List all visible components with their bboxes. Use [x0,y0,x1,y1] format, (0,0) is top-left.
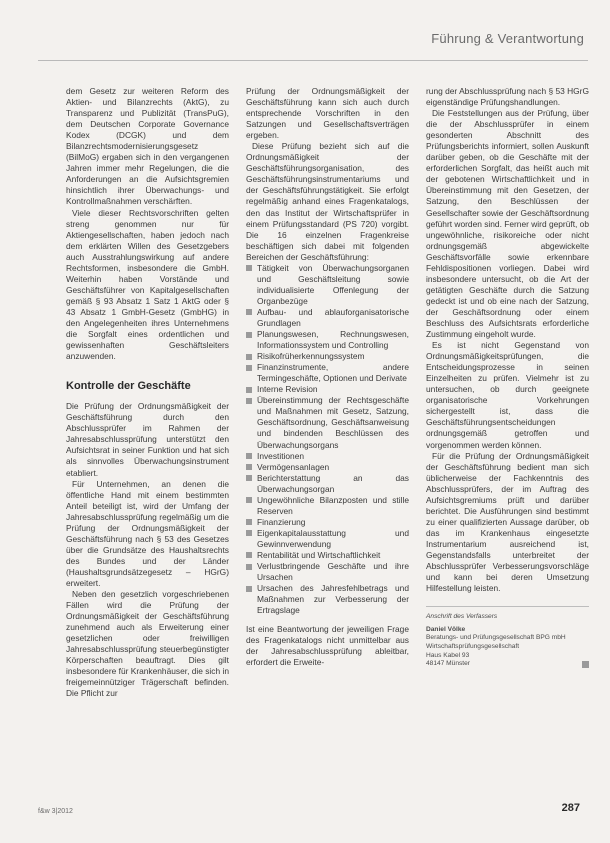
list-item: Investitionen [246,451,409,462]
list-item: Ursachen des Jahresfehlbetrags und Maßnahmen zur Verbesserung der Ertragslage [246,583,409,616]
paragraph: Die Feststellungen aus der Prüfung, über die der Abschlussprüfer in einem gesonderten Abschnitt des Prüfungsberichts informiert, sollen Auskunft darüber geben, ob die Geschäfte mit der erforderlichen Sorgfalt, das heißt auch mit der gebotenen Wirtschaftlichkeit und in Übereinstimmung mit den Gesetzen, der Satzung, den Beschlüssen der Gesellschafter sowie der Geschäftsordnung geführt worden sind. Ferner wird geprüft, ob ungewöhnliche, risikoreiche oder nicht ordnungsgemäß abgewickelte Geschäftsvorfälle sowie erkennbare Fehldispositionen vorliegen. Dabei wird insbesondere untersucht, ob die Art der getätigten Geschäfte durch die Satzung gedeckt ist und ob eine nach der Satzung, der Geschäftsordnung oder einem Beschluss des Aufsichtsrats erforderliche Zustimmung eingeholt wurde. [426,108,589,340]
end-mark-square-icon [582,661,589,668]
paragraph: Für Unternehmen, an denen die öffentliche Hand mit einem bestimmten Anteil beteiligt ist, wird der Umfang der Jahresabschlussprüfung regelmäßig um die Prüfung der Ordnungsmäßigkeit der Geschäftsführung nach § 53 des Gesetzes über die Grundsätze des Haushaltsrechts des Bundes und der Länder (Haushaltsgrundsätzegesetz – HGrG) erweitert. [66,478,229,588]
address-line: Beratungs- und Prüfungsgesellschaft BPG mbH [426,634,566,642]
paragraph: Neben den gesetzlich vorgeschriebenen Fällen wird die Prüfung der Ordnungsmäßigkeit der Geschäftsführung zunehmend auch als Erweiterung einer gesetzlichen oder freiwilligen Jahresabschlussprüfung steuerbegünstigter Körperschaften beauftragt. Dies gilt insbesondere für Krankenhäuser, die sich in freigemeinnütziger Trägerschaft befinden. Die Pflicht zur [66,589,229,699]
list-item: Planungswesen, Rechnungswesen, Informationssystem und Controlling [246,329,409,351]
text-column-2 [246,86,409,668]
list-item: Übereinstimmung der Rechtsgeschäfte und Maßnahmen mit Gesetz, Satzung, Geschäftsordnung, Geschäftsanweisung und bindenden Beschlüssen des Überwachungsorgans [246,395,409,450]
bullet-list [246,263,409,617]
address-line: 48147 Münster [426,660,470,668]
list-item: Vermögensanlagen [246,462,409,473]
paragraph: Prüfung der Ordnungsmäßigkeit der Geschäftsführung kann sich auch durch entsprechende Vorschriften in den Satzungen und Gesellschaftsverträgen ergeben. [246,86,409,141]
address-line: Haus Kabel 93 [426,651,470,659]
section-heading: Kontrolle der Geschäfte [66,380,191,393]
list-item: Finanzierung [246,517,409,528]
paragraph: rung der Abschlussprüfung nach § 53 HGrG eigenständige Prüfungshandlungen. [426,86,589,108]
journal-footer: f&w 3|2012 [38,808,73,815]
list-item: Tätigkeit von Überwachungsorganen und Geschäftsleitung sowie individualisierte Offenlegung der Organbezüge [246,263,409,307]
paragraph: Ist eine Beantwortung der jeweiligen Frage des Fragenkatalogs nicht unmittelbar aus der Jahresabschlussprüfung ableitbar, erfordert die Erweite- [246,624,409,668]
paragraph: Die Prüfung der Ordnungsmäßigkeit der Geschäftsführung durch den Abschlussprüfer im Rahmen der Jahresabschlussprüfung unterstützt den Aufsichtsrat in seiner Funktion und hat sich als sinnvolles Überwachungsinstrument etabliert. [66,401,229,478]
list-item: Rentabilität und Wirtschaftlichkeit [246,550,409,561]
paragraph: dem Gesetz zur weiteren Reform des Aktien- und Bilanzrechts (AktG), zu Transparenz und Publizität (TransPuG), dem Deutschen Corporate Governance Kodex (DCGK) und dem Bilanzrechtsmodernisierungsgesetz (BilMoG) ergaben sich in den vergangenen Jahren immer mehr Regelungen, die die Anforderungen an die Aufsichtsgremien hinsichtlich ihrer Überwachungs- und Kontrollmaßnahmen verschärften. [66,86,229,207]
paragraph: Diese Prüfung bezieht sich auf die Ordnungsmäßigkeit der Geschäftsführungsorganisation, des Geschäftsführungsinstrumentariums und der Geschäftsführungstätigkeit. Sie erfolgt regelmäßig anhand eines Fragenkatalogs, den das Institut der Wirtschaftsprüfer in einem Prüfungsstandard (PS 720) vorgibt. Die 16 einzelnen Fragenkreise beschäftigen sich dabei mit folgenden Bereichen der Geschäftsführung: [246,141,409,262]
section-header-title: Führung & Verantwortung [431,31,584,46]
list-item: Finanzinstrumente, andere Termingeschäfte, Optionen und Derivate [246,362,409,384]
list-item: Verlustbringende Geschäfte und ihre Ursachen [246,561,409,583]
list-item: Risikofrüherkennungssystem [246,351,409,362]
list-item: Interne Revision [246,384,409,395]
page-number: 287 [561,802,580,814]
list-item: Ungewöhnliche Bilanzposten und stille Reserven [246,495,409,517]
paragraph: Es ist nicht Gegenstand von Ordnungsmäßigkeitsprüfungen, die Entscheidungsprozesse in seinen Einzelheiten zu prüfen. Vielmehr ist zu untersuchen, ob durch geeignete organisatorische Vorkehrungen sichergestellt ist, dass die Geschäftsführungsentscheidungen ordnungsgemäß getroffen und vorgenommen werden können. [426,340,589,450]
footnote-divider [426,606,589,607]
list-item: Berichterstattung an das Überwachungsorgan [246,473,409,495]
author-name: Daniel Völke [426,625,466,633]
paragraph: Viele dieser Rechtsvorschriften gelten streng genommen nur für Aktiengesellschaften, haben jedoch nach dem erklärten Willen des Gesetzgebers auch Ausstrahlungswirkung auf andere Rechtsformen, insbesondere die GmbH. Weiterhin haben Vorstände und Geschäftsführer von Kapitalgesellschaften gemäß § 93 Absatz 1 Satz 1 AktG oder § 43 Absatz 1 GmbH-Gesetz (GmbHG) in den Angelegenheiten ihres Unternehmens die Sorgfalt eines ordentlichen und gewissenhaften Geschäftsleiters anzuwenden. [66,207,229,362]
address-line: Wirtschaftsprüfungsgesellschaft [426,642,520,650]
footnote-label: Anschrift des Verfassers [426,613,498,621]
list-item: Eigenkapitalausstattung und Gewinnverwendung [246,528,409,550]
paragraph: Für die Prüfung der Ordnungsmäßigkeit der Geschäftsführung bedient man sich üblicherweise der Fachkenntnis des Abschlussprüfers, der im Auftrag des Aufsichtsgremiums prüft und darüber berichtet. Die Ausführungen sind bestimmt zu einer qualifizierten Aussage darüber, ob das im Krankenhaus eingesetzte Instrumentarium ausreichend ist, Gegenstandsfalls unterbreitet der Abschlussprüfer Verbesserungsvorschläge und kann bei deren Umsetzung Hilfestellung leisten. [426,450,589,594]
list-item: Aufbau- und ablauforganisatorische Grundlagen [246,307,409,329]
header-divider [38,60,588,61]
text-column-3 [426,86,589,669]
author-footnote [426,613,589,669]
text-column-1 [66,86,229,699]
